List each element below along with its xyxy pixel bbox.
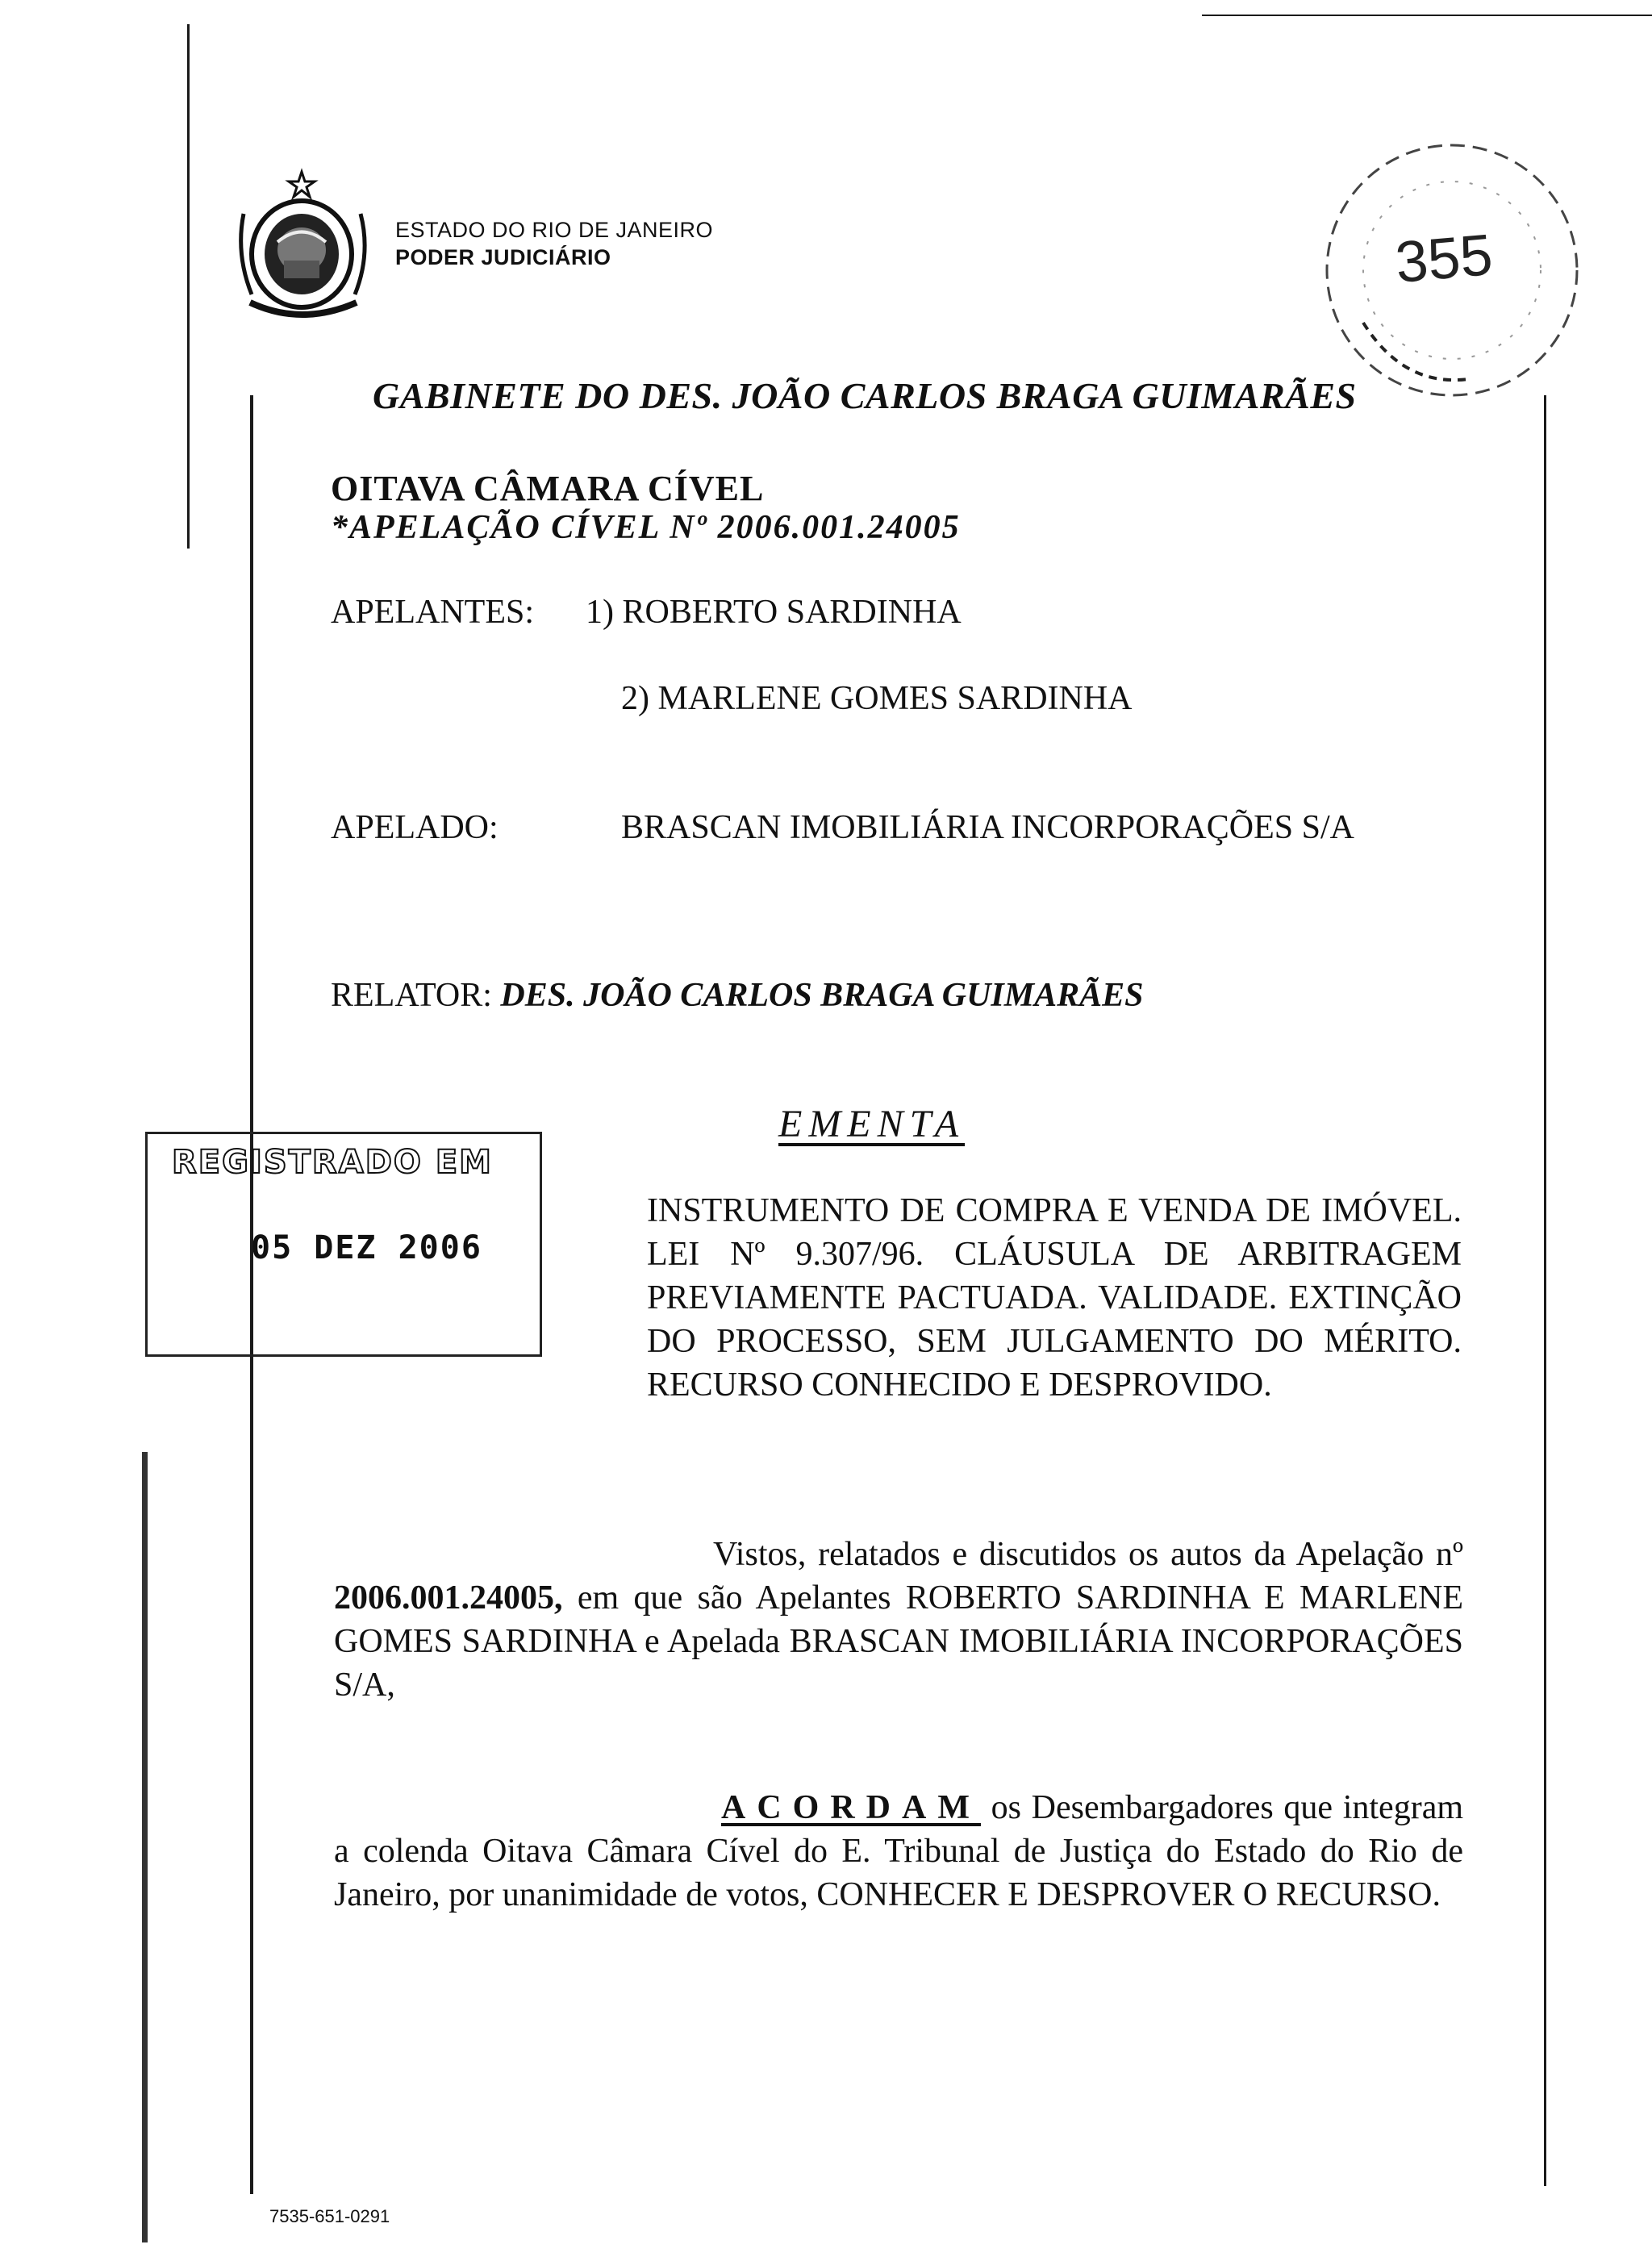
relator-label: RELATOR: [331, 977, 492, 1014]
header-state: ESTADO DO RIO DE JANEIRO [395, 218, 714, 242]
page-number: 355 [1392, 222, 1496, 296]
coat-of-arms-emblem [236, 165, 373, 327]
apelado-label: APELADO: [331, 809, 499, 846]
apelante-1: 1) ROBERTO SARDINHA [586, 594, 962, 631]
registry-stamp [145, 1132, 542, 1357]
acordam-paragraph [334, 1786, 1463, 1917]
relator-line [331, 976, 1144, 1015]
acordam-word: ACORDAM [721, 1789, 981, 1826]
registry-stamp-title: REGISTRADO EM [172, 1144, 493, 1181]
apelantes-label: APELANTES: [331, 594, 534, 631]
right-margin-line [1544, 395, 1546, 2186]
top-edge-line [1202, 15, 1652, 16]
vistos-part-2: em que são Apelantes ROBERTO SARDINHA E MARLENE GOMES SARDINHA e Apelada BRASCAN IMOBILIÁRIA INCORPORAÇÕES S/A, [334, 1579, 1463, 1704]
apelado-name: BRASCAN IMOBILIÁRIA INCORPORAÇÕES S/A [621, 809, 1354, 846]
coat-of-arms-icon [236, 165, 373, 327]
relator-name: DES. JOÃO CARLOS BRAGA GUIMARÃES [500, 977, 1144, 1014]
ementa-text: INSTRUMENTO DE COMPRA E VENDA DE IMÓVEL. LEI Nº 9.307/96. CLÁUSULA DE ARBITRAGEM PREVIAMENTE PACTUADA. VALIDADE. EXTINÇÃO DO PROCESSO, SEM JULGAMENTO DO MÉRITO. RECURSO CONHECIDO E DESPROVIDO. [647, 1192, 1462, 1404]
vistos-paragraph [334, 1533, 1463, 1707]
ementa-title: EMENTA [778, 1103, 966, 1145]
vistos-part-1: Vistos, relatados e discutidos os autos da Apelação nº [713, 1536, 1463, 1573]
chamber-name: OITAVA CÂMARA CÍVEL [331, 469, 765, 508]
registry-stamp-date: 05 DEZ 2006 [251, 1229, 482, 1266]
apelante-2: 2) MARLENE GOMES SARDINHA [621, 680, 1133, 717]
acordam-text: os Desembargadores que integram a colenda Oitava Câmara Cível do E. Tribunal de Justiça do Estado do Rio de Janeiro, por unanimidade de votos, CONHECER E DESPROVER O RECURSO. [334, 1789, 1463, 1913]
left-outer-margin-line [187, 24, 190, 549]
cabinet-heading: GABINETE DO DES. JOÃO CARLOS BRAGA GUIMARÃES [373, 375, 1357, 416]
left-binding-mark [142, 1452, 148, 2242]
appeal-number: *APELAÇÃO CÍVEL Nº 2006.001.24005 [331, 509, 961, 546]
header-branch: PODER JUDICIÁRIO [395, 245, 611, 269]
vistos-appeal-number: 2006.001.24005, [334, 1579, 563, 1617]
footer-code: 7535-651-0291 [269, 2206, 390, 2226]
page-number-stamp [1307, 129, 1589, 403]
